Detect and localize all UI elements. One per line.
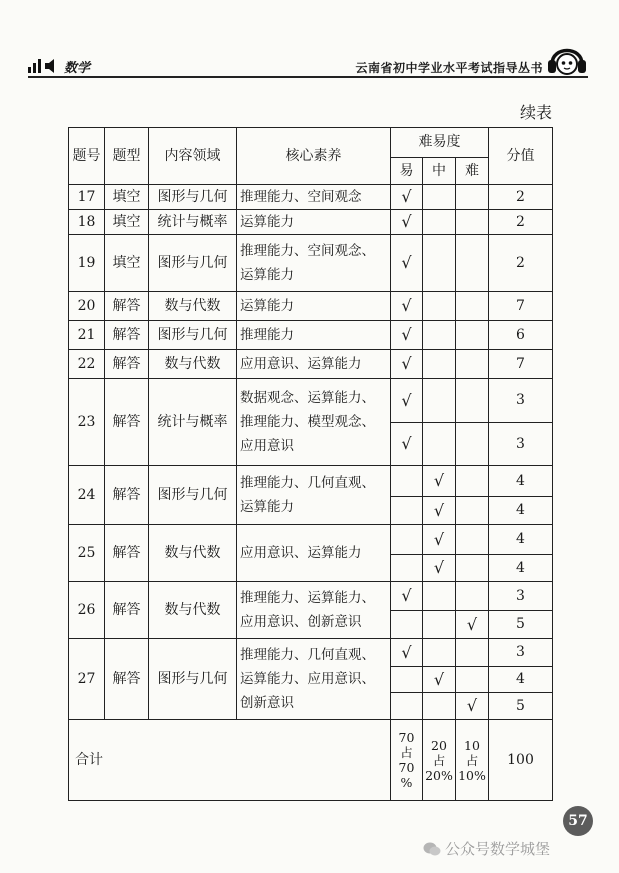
difficulty-hard-cell [456,497,489,525]
difficulty-easy-cell [391,466,423,497]
header-score: 分值 [489,128,553,185]
total-easy-word: 占 [400,745,413,760]
question-number-cell: 21 [69,321,105,350]
check-mark-icon: √ [401,187,412,207]
header-type: 题型 [105,128,149,185]
score-cell: 3 [489,639,553,667]
difficulty-medium-cell [423,210,456,235]
content-domain-cell: 数与代数 [149,582,237,639]
question-number-cell: 26 [69,582,105,639]
difficulty-medium-cell [423,185,456,210]
content-domain-cell: 图形与几何 [149,185,237,210]
core-competency-cell [237,379,391,466]
core-competency-cell [237,582,391,639]
difficulty-hard-cell [456,321,489,350]
core-competency-line: 运算能力 [240,267,294,283]
page-header [28,56,588,78]
core-competency-line: 推理能力、模型观念、 [240,414,375,430]
content-domain-cell: 数与代数 [149,350,237,379]
score-cell: 7 [489,292,553,321]
content-domain-cell: 图形与几何 [149,466,237,525]
core-competency-line: 运算能力 [240,298,294,314]
question-number-cell: 20 [69,292,105,321]
total-hard-word: 占 [465,752,479,768]
difficulty-easy-cell [391,210,423,235]
score-cell: 2 [489,210,553,235]
bars-decoration-icon [28,59,41,73]
difficulty-hard-cell [456,185,489,210]
difficulty-medium-cell [423,466,456,497]
difficulty-hard-cell [456,466,489,497]
difficulty-easy-cell [391,555,423,582]
score-cell: 4 [489,525,553,555]
total-easy-value: 70 [398,730,415,745]
table-row [69,379,553,423]
difficulty-hard-cell [456,693,489,720]
difficulty-hard-cell [456,639,489,667]
question-number-cell: 25 [69,525,105,582]
difficulty-easy-cell [391,693,423,720]
check-mark-icon: √ [433,558,445,578]
difficulty-easy-cell [391,497,423,525]
difficulty-medium-cell [423,693,456,720]
content-domain-cell: 图形与几何 [149,235,237,292]
core-competency-line: 应用意识 [240,438,294,454]
watermark [423,838,550,859]
question-type-cell: 解答 [105,525,149,582]
table-row [69,185,553,210]
check-mark-icon: √ [466,614,478,634]
check-mark-icon: √ [401,212,412,232]
difficulty-medium-cell [423,555,456,582]
wechat-icon [423,841,441,857]
watermark-text: 公众号数学城堡 [445,840,551,858]
question-number-cell: 23 [69,379,105,466]
difficulty-hard-cell [456,582,489,611]
core-competency-cell [237,235,391,292]
difficulty-medium-cell [423,639,456,667]
difficulty-medium-cell [423,423,456,466]
total-hard-value: 10 [464,737,480,753]
core-competency-cell [237,639,391,720]
difficulty-easy-cell [391,379,423,423]
table-row [69,466,553,497]
core-competency-line: 运算能力 [240,214,294,230]
core-competency-line: 运算能力 [240,499,294,515]
exam-spec-table [68,127,553,801]
question-type-cell: 解答 [105,582,149,639]
difficulty-medium-cell [423,582,456,611]
check-mark-icon: √ [401,354,412,374]
score-cell: 4 [489,466,553,497]
difficulty-easy-cell [391,582,423,611]
difficulty-hard-cell [456,423,489,466]
content-domain-cell: 图形与几何 [149,321,237,350]
difficulty-medium-cell [423,350,456,379]
difficulty-hard-cell [456,611,489,639]
question-type-cell: 解答 [105,379,149,466]
header-series-title: 云南省初中学业水平考试指导丛书 [355,61,543,75]
header-medium: 中 [423,158,456,185]
core-competency-line: 数据观念、运算能力、 [240,390,375,406]
check-mark-icon: √ [433,500,445,520]
score-cell: 5 [489,611,553,639]
content-domain-cell: 数与代数 [149,292,237,321]
question-type-cell: 填空 [105,210,149,235]
content-domain-cell: 统计与概率 [149,210,237,235]
speaker-icon [44,58,58,74]
difficulty-medium-cell [423,667,456,693]
table-row [69,292,553,321]
total-medium-value: 20 [431,737,447,753]
content-domain-cell: 数与代数 [149,525,237,582]
core-competency-line: 创新意识 [240,695,294,711]
question-type-cell: 解答 [105,292,149,321]
question-number-cell: 24 [69,466,105,525]
header-no: 题号 [69,128,105,185]
table-total [69,720,553,801]
header-series-block [355,40,588,78]
check-mark-icon: √ [466,696,478,716]
difficulty-easy-cell [391,667,423,693]
core-competency-cell [237,210,391,235]
question-type-cell: 解答 [105,639,149,720]
core-competency-line: 应用意识、运算能力 [240,356,362,372]
difficulty-easy-cell [391,423,423,466]
check-mark-icon: √ [401,296,412,316]
difficulty-easy-cell [391,525,423,555]
difficulty-medium-cell [423,235,456,292]
content-domain-cell: 统计与概率 [149,379,237,466]
core-competency-cell [237,185,391,210]
check-mark-icon: √ [433,669,445,689]
question-number-cell: 22 [69,350,105,379]
header-easy: 易 [391,158,423,185]
core-competency-line: 推理能力、几何直观、 [240,647,375,663]
core-competency-cell [237,350,391,379]
headphone-mascot-icon [546,40,588,78]
header-difficulty: 难易度 [391,128,489,158]
difficulty-easy-cell [391,639,423,667]
score-cell: 7 [489,350,553,379]
core-competency-line: 应用意识、运算能力 [240,545,362,561]
difficulty-hard-cell [456,379,489,423]
page-number: 57 [563,806,593,836]
score-cell: 2 [489,235,553,292]
core-competency-line: 推理能力、空间观念 [240,189,362,205]
difficulty-easy-cell [391,292,423,321]
total-hard [456,720,489,801]
difficulty-medium-cell [423,321,456,350]
table-row [69,321,553,350]
core-competency-cell [237,466,391,525]
score-cell: 6 [489,321,553,350]
difficulty-medium-cell [423,525,456,555]
header-core: 核心素养 [237,128,391,185]
core-competency-line: 推理能力、空间观念、 [240,243,375,259]
core-competency-line: 推理能力、运算能力、 [240,590,375,606]
table-row [69,525,553,555]
score-cell: 4 [489,555,553,582]
difficulty-easy-cell [391,350,423,379]
question-type-cell: 解答 [105,350,149,379]
question-type-cell: 解答 [105,466,149,525]
difficulty-easy-cell [391,321,423,350]
difficulty-hard-cell [456,210,489,235]
question-type-cell: 填空 [105,185,149,210]
check-mark-icon: √ [401,253,412,273]
header-domain: 内容领域 [149,128,237,185]
question-type-cell: 填空 [105,235,149,292]
core-competency-line: 运算能力、应用意识、 [240,671,375,687]
score-cell: 3 [489,582,553,611]
check-mark-icon: √ [401,434,412,454]
question-number-cell: 18 [69,210,105,235]
difficulty-medium-cell [423,379,456,423]
header-hard: 难 [456,158,489,185]
difficulty-medium-cell [423,611,456,639]
core-competency-line: 推理能力 [240,327,294,343]
core-competency-line: 推理能力、几何直观、 [240,475,375,491]
total-medium-word: 占 [432,752,446,768]
core-competency-line: 应用意识、创新意识 [240,614,362,630]
table-row [69,582,553,611]
table-row [69,235,553,292]
table-body [69,185,553,720]
total-medium-percent: 20% [425,767,453,783]
table-row [69,210,553,235]
check-mark-icon: √ [433,471,445,491]
core-competency-cell [237,525,391,582]
content-domain-cell: 图形与几何 [149,639,237,720]
difficulty-hard-cell [456,555,489,582]
difficulty-medium-cell [423,292,456,321]
difficulty-easy-cell [391,611,423,639]
difficulty-easy-cell [391,185,423,210]
total-easy [391,720,423,801]
total-score: 100 [489,720,553,801]
table-row [69,639,553,667]
check-mark-icon: √ [401,586,412,606]
check-mark-icon: √ [433,529,445,549]
difficulty-hard-cell [456,350,489,379]
check-mark-icon: √ [401,390,412,410]
difficulty-medium-cell [423,497,456,525]
score-cell: 4 [489,497,553,525]
check-mark-icon: √ [401,325,412,345]
continued-label: 续表 [520,103,553,122]
score-cell: 4 [489,667,553,693]
question-number-cell: 19 [69,235,105,292]
difficulty-easy-cell [391,235,423,292]
difficulty-hard-cell [456,667,489,693]
difficulty-hard-cell [456,292,489,321]
core-competency-cell [237,321,391,350]
table-row [69,350,553,379]
score-cell: 3 [489,423,553,466]
score-cell: 5 [489,693,553,720]
total-easy-percent: 70 % [398,760,415,790]
header-subject: 数学 [64,60,91,76]
difficulty-hard-cell [456,525,489,555]
total-hard-percent: 10% [458,767,486,783]
score-cell: 3 [489,379,553,423]
question-type-cell: 解答 [105,321,149,350]
total-label: 合计 [69,720,391,801]
header-rule [28,76,588,78]
core-competency-cell [237,292,391,321]
total-medium [423,720,456,801]
difficulty-hard-cell [456,235,489,292]
check-mark-icon: √ [401,642,412,662]
question-number-cell: 27 [69,639,105,720]
header-subject-block [28,56,90,76]
question-number-cell: 17 [69,185,105,210]
score-cell: 2 [489,185,553,210]
